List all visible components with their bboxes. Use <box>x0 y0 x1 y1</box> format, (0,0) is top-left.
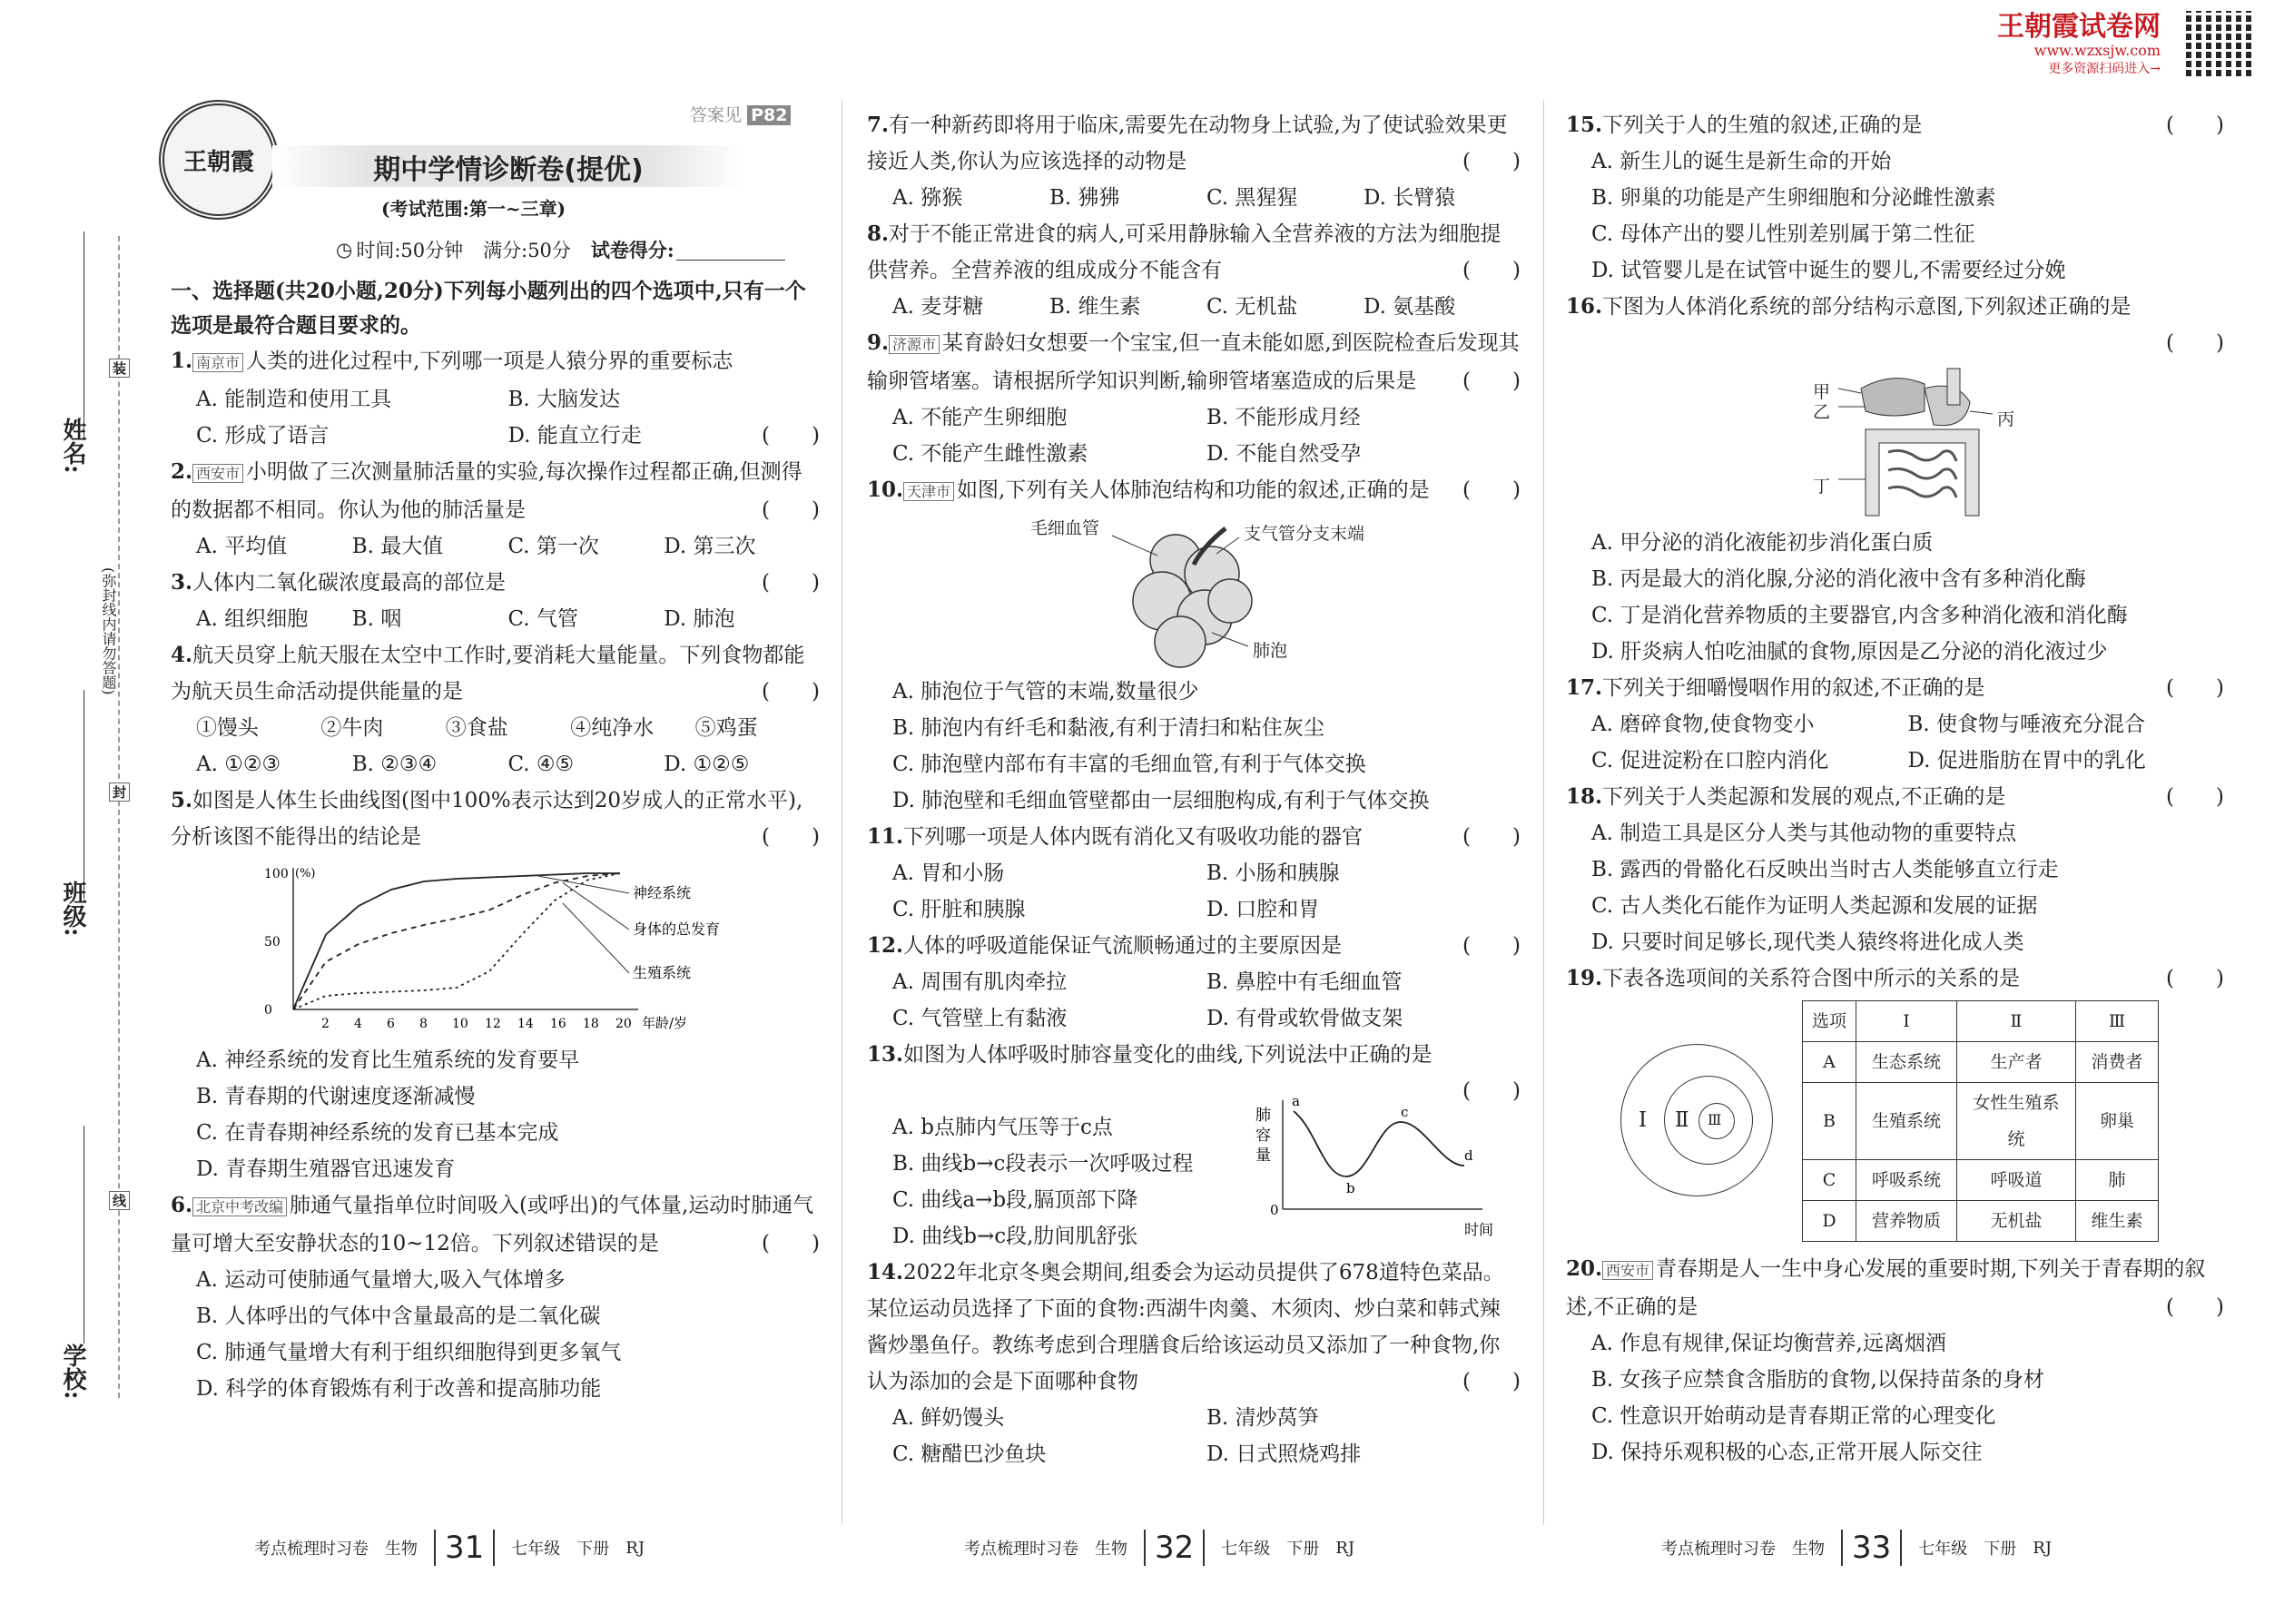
q18-option-d[interactable]: D. 只要时间足够长,现代类人猿终将进化成人类 <box>1591 930 2024 954</box>
q16-option-d[interactable]: D. 肝炎病人怕吃油腻的食物,原因是乙分泌的消化液过少 <box>1591 640 2108 664</box>
section-title: 一、选择题(共20小题,20分)下列每小题列出的四个选项中,只有一个选项是最符合题目要求的。 <box>171 279 806 338</box>
legend-label: 生殖系统 <box>633 964 692 981</box>
q4-item: ②牛肉 <box>320 716 384 740</box>
legend-label: 身体的总发育 <box>633 920 721 938</box>
table-row[interactable]: A 生态系统 生产者 消费者 <box>1803 1042 2159 1083</box>
q20-options <box>1566 1325 2224 1471</box>
q7-option-b[interactable]: B. 狒狒 <box>1049 186 1120 210</box>
leader-line <box>563 883 629 930</box>
question-18: 18.下列关于人类起源和发展的观点,不正确的是 ( ) A. 制造工具是区分人类与其他动物的重要特点 B. 露西的骨骼化石反映出当时古人类能够直立行走 C. 古人类化石能作为证明人类起源和发展的证据 D. 只要时间足够长,现代类人猿终将进化成人类 <box>1566 779 2224 960</box>
q9-option-c[interactable]: C. 不能产生雌性激素 <box>892 442 1088 466</box>
q13-option-b[interactable]: B. 曲线b→c段表示一次呼吸过程 <box>892 1152 1194 1176</box>
question-13: 13.如图为人体呼吸时肺容量变化的曲线,下列说法中正确的是 ( ) A. b点肺内气压等于c点 B. 曲线b→c段表示一次呼吸过程 C. 曲线a→b段,膈顶部下降 D. 曲线b→c段,肋间肌舒张 肺 容 量 0 时间 a b c d <box>867 1037 1521 1255</box>
q12-option-c[interactable]: C. 气管壁上有黏液 <box>892 1007 1068 1030</box>
q6-options <box>171 1262 820 1407</box>
q9-option-a[interactable]: A. 不能产生卵细胞 <box>892 406 1068 429</box>
page-number: 33 <box>1841 1530 1902 1566</box>
column-1 <box>171 274 820 1407</box>
q13-option-d[interactable]: D. 曲线b→c段,肋间肌舒张 <box>892 1225 1138 1248</box>
circle-label-2: Ⅱ <box>1675 1108 1689 1132</box>
q18-option-a[interactable]: A. 制造工具是区分人类与其他动物的重要特点 <box>1591 822 2017 845</box>
x-axis-label: 年龄/岁 <box>642 1015 688 1031</box>
q11-option-b[interactable]: B. 小肠和胰腺 <box>1206 861 1340 885</box>
q16-option-a[interactable]: A. 甲分泌的消化液能初步消化蛋白质 <box>1591 531 1934 555</box>
q1-option-c[interactable]: C. 形成了语言 <box>196 424 330 448</box>
series-line-2 <box>293 873 620 1009</box>
q3-option-c[interactable]: C. 气管 <box>507 607 578 631</box>
q20-option-b[interactable]: B. 女孩子应禁食含脂肪的食物,以保持苗条的身材 <box>1591 1368 2044 1392</box>
q8-option-b[interactable]: B. 维生素 <box>1049 295 1141 319</box>
footer-page-32: 考点梳理时习卷 生物 32 七年级 下册 RJ <box>964 1530 1355 1566</box>
question-15: 15.下列关于人的生殖的叙述,正确的是 ( ) A. 新生儿的诞生是新生命的开始 B. 卵巢的功能是产生卵细胞和分泌雌性激素 C. 母体产出的婴儿性别差别属于第二性征 D. 试管婴儿是在试管中诞生的婴儿,不需要经过分娩 <box>1566 107 2224 289</box>
q10-option-a[interactable]: A. 肺泡位于气管的末端,数量很少 <box>892 680 1199 704</box>
column-3 <box>1566 107 2224 1471</box>
class-label: 班级: <box>59 881 86 937</box>
q4-item: ③食盐 <box>445 716 508 740</box>
footer-page-33: 考点梳理时习卷 生物 33 七年级 下册 RJ <box>1661 1530 2053 1566</box>
q1-option-d[interactable]: D. 能直立行走 <box>507 424 642 448</box>
q4-item: ⑤鸡蛋 <box>694 716 758 740</box>
q17-option-d[interactable]: D. 促进脂肪在胃中的乳化 <box>1907 749 2146 773</box>
q11-option-a[interactable]: A. 胃和小肠 <box>892 861 1005 885</box>
school-label: 学校: <box>59 1343 86 1400</box>
q15-option-c[interactable]: C. 母体产出的婴儿性别差别属于第二性征 <box>1591 222 1975 246</box>
label-alveolus: 肺泡 <box>1253 641 1288 661</box>
q14-option-d[interactable]: D. 日式照烧鸡排 <box>1206 1442 1362 1466</box>
q14-option-b[interactable]: B. 清炒莴笋 <box>1206 1406 1319 1430</box>
q11-option-c[interactable]: C. 肝脏和胰腺 <box>892 898 1026 921</box>
q16-options <box>1566 525 2224 670</box>
circle-label-1: Ⅰ <box>1639 1108 1648 1132</box>
page-number: 31 <box>434 1530 495 1566</box>
x-axis-label: 时间 <box>1464 1221 1494 1238</box>
question-6: 6. 北京中考改编 肺通气量指单位时间吸入(或呼出)的气体量,运动时肺通气量可增大至安静状态的10~12倍。下列叙述错误的是 ( ) A. 运动可使肺通气量增大,吸入气体增多 B. 人体呼出的气体中含量最高的是二氧化碳 C. 肺通气量增大有利于组织细胞得到更多氧气 D. 科学的体育锻炼有利于改善和提高肺功能 <box>171 1187 820 1407</box>
y-axis-label-char: 容 <box>1255 1127 1271 1145</box>
label-capillary: 毛细血管 <box>1030 518 1100 538</box>
brand-block <box>1997 13 2161 77</box>
q4-option-b[interactable]: B. ②③④ <box>351 753 438 776</box>
answer-ref: 答案见 P82 <box>690 102 791 126</box>
q13-option-a[interactable]: A. b点肺内气压等于c点 <box>892 1116 1113 1139</box>
brand-name: 王朝霞试卷网 <box>1997 11 2161 43</box>
label-bing: 丙 <box>1997 409 2015 429</box>
y-axis-label-char: 量 <box>1255 1147 1271 1165</box>
exam-scope: (考试范围:第一~三章) <box>381 198 566 220</box>
q4-option-a[interactable]: A. ①②③ <box>196 753 281 776</box>
point-label-c: c <box>1401 1104 1409 1120</box>
q10-options <box>867 674 1521 819</box>
q5-options <box>171 1042 820 1187</box>
question-10: 10. 天津市 如图,下列有关人体肺泡结构和功能的叙述,正确的是 ( ) 毛细血管 支气管分支末端 肺泡 A. 肺泡位于气管的末端,数量很少 B. 肺泡内有纤毛和黏液,有利于清扫和粘住灰尘 C. 肺泡壁内部布有丰富的毛细血管,有利于气体交换 D. 肺泡壁和毛细血管壁都由一层细胞构成,有利于气体交换 <box>867 472 1521 819</box>
q5-option-d[interactable]: D. 青春期生殖器官迅速发育 <box>196 1157 456 1181</box>
origin-label: 0 <box>1270 1202 1279 1218</box>
question-17: 17.下列关于细嚼慢咽作用的叙述,不正确的是 ( ) A. 磨碎食物,使食物变小 B. 使食物与唾液充分混合 C. 促进淀粉在口腔内消化 D. 促进脂肪在胃中的乳化 <box>1566 670 2224 779</box>
x-tick-label: 20 <box>615 1017 632 1031</box>
lung-volume-chart <box>1237 1091 1510 1245</box>
answer-page: P82 <box>747 105 791 125</box>
alveolus-figure <box>867 510 1521 674</box>
q6-option-a[interactable]: A. 运动可使肺通气量增大,吸入气体增多 <box>196 1268 566 1292</box>
x-tick-label: 12 <box>485 1017 501 1031</box>
growth-chart <box>257 861 765 1042</box>
q12-option-a[interactable]: A. 周围有肌肉牵拉 <box>892 970 1068 994</box>
q13-option-c[interactable]: C. 曲线a→b段,膈顶部下降 <box>892 1188 1138 1212</box>
logo <box>159 100 279 220</box>
y-tick-label: 100 <box>264 867 289 881</box>
q17-option-a[interactable]: A. 磨碎食物,使食物变小 <box>1591 713 1815 736</box>
q10-option-b[interactable]: B. 肺泡内有纤毛和黏液,有利于清扫和粘住灰尘 <box>892 716 1324 740</box>
q20-option-c[interactable]: C. 性意识开始萌动是青春期正常的心理变化 <box>1591 1404 1996 1428</box>
q8-option-c[interactable]: C. 无机盐 <box>1206 295 1298 319</box>
x-tick-label: 6 <box>387 1017 395 1031</box>
question-4: 4.航天员穿上航天服在太空中工作时,要消耗大量能量。下列食物都能为航天员生命活动提供能量的是 ( ) ①馒头 ②牛肉 ③食盐 ④纯净水 ⑤鸡蛋 A. ①②③ B. ②③④ C. ④⑤ D. ①②⑤ <box>171 637 820 782</box>
column-2 <box>867 107 1521 1472</box>
q14-options <box>867 1400 1521 1472</box>
q7-options <box>867 180 1521 216</box>
full-score: 满分:50分 <box>483 240 571 261</box>
seal-warning: (弥封线内请勿答题) <box>100 567 117 695</box>
question-2: 2. 西安市 小明做了三次测量肺活量的实验,每次操作过程都正确,但测得的数据都不相同。你认为他的肺活量是 ( ) A. 平均值 B. 最大值 C. 第一次 D. 第三次 <box>171 454 820 565</box>
q12-option-b[interactable]: B. 鼻腔中有毛细血管 <box>1206 970 1403 994</box>
digestive-system-diagram <box>1566 361 2220 525</box>
question-1: 1. 南京市 人类的进化过程中,下列哪一项是人猿分界的重要标志 ( ) A. 能制造和使用工具 B. 大脑发达 C. 形成了语言 D. 能直立行走 <box>171 343 820 454</box>
label-bronchiole: 支气管分支末端 <box>1244 524 1365 544</box>
question-16: 16.下图为人体消化系统的部分结构示意图,下列叙述正确的是 ( ) 甲 乙 丙 丁 A. 甲分泌的消化液能初步消化蛋白质 B. 丙是最大的消化腺,分泌的消化液中含有多种消化酶 C. 丁是消化营养物质的主要器官,内含多种消化液和消化酶 D. 肝炎病人怕吃油腻的食物,原因是乙分泌的消化液过少 <box>1566 289 2224 670</box>
q15-option-d[interactable]: D. 试管婴儿是在试管中诞生的婴儿,不需要经过分娩 <box>1591 259 2066 282</box>
q14-option-c[interactable]: C. 糖醋巴沙鱼块 <box>892 1442 1047 1466</box>
q16-option-b[interactable]: B. 丙是最大的消化腺,分泌的消化液中含有多种消化酶 <box>1591 567 2086 591</box>
paper-score-label: 试卷得分: <box>590 239 674 261</box>
x-tick-label: 18 <box>583 1017 599 1031</box>
label-jia: 甲 <box>1813 382 1831 402</box>
series-line-1 <box>293 873 620 1009</box>
q4-option-c[interactable]: C. ④⑤ <box>507 753 575 776</box>
x-tick-label: 10 <box>452 1017 468 1031</box>
circle-label-3: Ⅲ <box>1708 1111 1722 1128</box>
table-header-row: 选项 Ⅰ Ⅱ Ⅲ <box>1803 1001 2159 1042</box>
q1-option-b[interactable]: B. 大脑发达 <box>507 388 621 411</box>
q14-option-a[interactable]: A. 鲜奶馒头 <box>892 1406 1005 1430</box>
q10-option-c[interactable]: C. 肺泡壁内部布有丰富的毛细血管,有利于气体交换 <box>892 753 1366 776</box>
seal-char-2: 封 <box>109 782 130 802</box>
series-line-3 <box>293 873 620 1009</box>
table-row[interactable]: D 营养物质 无机盐 维生素 <box>1803 1201 2159 1242</box>
q3-options <box>171 601 820 637</box>
q5-option-c[interactable]: C. 在青春期神经系统的发育已基本完成 <box>196 1121 559 1145</box>
x-tick-label: 14 <box>517 1017 534 1031</box>
point-label-b: b <box>1346 1180 1355 1196</box>
q5-option-b[interactable]: B. 青春期的代谢速度逐渐减慢 <box>196 1085 476 1108</box>
leader-line <box>563 903 629 973</box>
q9-options <box>867 399 1521 472</box>
q1-options <box>171 381 820 454</box>
y-axis-label-char: 肺 <box>1255 1107 1271 1125</box>
q6-option-c[interactable]: C. 肺通气量增大有利于组织细胞得到更多氧气 <box>196 1341 622 1364</box>
question-20: 20. 西安市 青春期是人一生中身心发展的重要时期,下列关于青春期的叙述,不正确的是 ( ) A. 作息有规律,保证均衡营养,远离烟酒 B. 女孩子应禁食含脂肪的食物,以保持苗条的身材 C. 性意识开始萌动是青春期正常的心理变化 D. 保持乐观积极的心态,正常开展人际交往 <box>1566 1251 2224 1471</box>
logo-text: 王朝霞 <box>182 148 254 176</box>
x-tick-label: 2 <box>321 1017 330 1031</box>
nested-circles <box>1620 1044 1775 1198</box>
point-label-a: a <box>1292 1093 1300 1109</box>
question-9: 9. 济源市 某育龄妇女想要一个宝宝,但一直未能如愿,到医院检查后发现其输卵管堵塞。请根据所学知识判断,输卵管堵塞造成的后果是 ( ) A. 不能产生卵细胞 B. 不能形成月经 C. 不能产生雌性激素 D. 不能自然受孕 <box>867 325 1521 472</box>
q15-option-a[interactable]: A. 新生儿的诞生是新生命的开始 <box>1591 150 1892 173</box>
q18-options <box>1566 815 2224 960</box>
page-number: 32 <box>1144 1530 1205 1566</box>
q20-option-d[interactable]: D. 保持乐观积极的心态,正常开展人际交往 <box>1591 1441 1983 1464</box>
q2-option-c[interactable]: C. 第一次 <box>507 535 599 558</box>
q10-option-d[interactable]: D. 肺泡壁和毛细血管壁都由一层细胞构成,有利于气体交换 <box>892 789 1430 812</box>
time-limit: 时间:50分钟 <box>356 240 464 261</box>
label-yi: 乙 <box>1813 402 1831 422</box>
q15-option-b[interactable]: B. 卵巢的功能是产生卵细胞和分泌雌性激素 <box>1591 186 1996 210</box>
question-11: 11.下列哪一项是人体内既有消化又有吸收功能的器官 ( ) A. 胃和小肠 B. 小肠和胰腺 C. 肝脏和胰腺 D. 口腔和胃 <box>867 819 1521 928</box>
question-7: 7.有一种新药即将用于临床,需要先在动物身上试验,为了使试验效果更接近人类,你认为应该选择的动物是 ( ) A. 猕猴 B. 狒狒 C. 黑猩猩 D. 长臂猿 <box>867 107 1521 216</box>
question-5: 5.如图是人体生长曲线图(图中100%表示达到20岁成人的正常水平),分析该图不能得出的结论是 ( ) (%) 年龄/岁 2 4 6 8 10 12 14 16 18 20 0 50 100 神经系统 身体的总发育 生殖系统 A. 神经系统的发育比生殖系统的发育要早 B. 青春期的代谢速度逐渐减慢 C. 在青春期神经系统的发育已基本完成 D. 青春期生殖器官迅速发育 <box>171 782 820 1187</box>
q18-option-b[interactable]: B. 露西的骨骼化石反映出当时古人类能够直立行走 <box>1591 858 2059 881</box>
qr-code-icon[interactable] <box>2186 11 2251 76</box>
seal-char-3: 线 <box>109 1191 130 1210</box>
exam-meta <box>336 236 785 263</box>
y-tick-label: 50 <box>264 935 281 950</box>
point-label-d: d <box>1464 1147 1473 1164</box>
y-axis-label: (%) <box>295 867 316 881</box>
q3-option-a[interactable]: A. 组织细胞 <box>196 607 309 631</box>
question-8: 8.对于不能正常进食的病人,可采用静脉输入全营养液的方法为细胞提供营养。全营养液的组成成分不能含有 ( ) A. 麦芽糖 B. 维生素 C. 无机盐 D. 氨基酸 <box>867 216 1521 325</box>
q7-option-d[interactable]: D. 长臂猿 <box>1364 186 1456 210</box>
q4-item: ①馒头 <box>196 716 259 740</box>
q19-table <box>1802 1000 2159 1242</box>
q12-option-d[interactable]: D. 有骨或软骨做支架 <box>1206 1007 1403 1030</box>
q3-option-b[interactable]: B. 咽 <box>351 607 402 631</box>
q2-options <box>171 528 820 565</box>
legend-label: 神经系统 <box>633 884 692 901</box>
q2-option-d[interactable]: D. 第三次 <box>664 535 756 558</box>
table-row[interactable]: C 呼吸系统 呼吸道 肺 <box>1803 1160 2159 1201</box>
lung-volume-curve <box>1294 1111 1464 1176</box>
q9-option-b[interactable]: B. 不能形成月经 <box>1206 406 1361 429</box>
q17-options <box>1566 706 2224 779</box>
q17-option-c[interactable]: C. 促进淀粉在口腔内消化 <box>1591 749 1829 773</box>
question-3: 3.人体内二氧化碳浓度最高的部位是 ( ) A. 组织细胞 B. 咽 C. 气管 D. 肺泡 <box>171 565 820 637</box>
q4-item: ④纯净水 <box>570 716 655 740</box>
q8-option-d[interactable]: D. 氨基酸 <box>1364 295 1456 319</box>
label-ding: 丁 <box>1813 477 1831 497</box>
q18-option-c[interactable]: C. 古人类化石能作为证明人类起源和发展的证据 <box>1591 894 2038 918</box>
q20-option-a[interactable]: A. 作息有规律,保证均衡营养,远离烟酒 <box>1591 1332 1946 1355</box>
q9-option-d[interactable]: D. 不能自然受孕 <box>1206 442 1362 466</box>
q4-options <box>171 746 820 782</box>
q2-option-b[interactable]: B. 最大值 <box>351 535 444 558</box>
paper-score-field[interactable] <box>676 240 785 261</box>
q3-option-d[interactable]: D. 肺泡 <box>664 607 735 631</box>
leader-line <box>538 876 629 893</box>
q8-option-a[interactable]: A. 麦芽糖 <box>892 295 984 319</box>
alveolus-diagram <box>867 510 1521 674</box>
q5-option-a[interactable]: A. 神经系统的发育比生殖系统的发育要早 <box>196 1048 580 1072</box>
column-divider-2 <box>1543 100 1544 1525</box>
x-tick-label: 16 <box>550 1017 566 1031</box>
q6-option-b[interactable]: B. 人体呼出的气体中含量最高的是二氧化碳 <box>196 1304 601 1328</box>
brand-scan: 更多资源扫码进入→ <box>2048 62 2161 76</box>
seal-line <box>118 236 120 1398</box>
question-12: 12.人体的呼吸道能保证气流顺畅通过的主要原因是 ( ) A. 周围有肌肉牵拉 B. 鼻腔中有毛细血管 C. 气管壁上有黏液 D. 有骨或软骨做支架 <box>867 928 1521 1037</box>
q1-option-a[interactable]: A. 能制造和使用工具 <box>196 388 392 411</box>
name-label: 姓名: <box>59 418 86 474</box>
q11-options <box>867 855 1521 928</box>
q2-option-a[interactable]: A. 平均值 <box>196 535 288 558</box>
y-tick-label: 0 <box>264 1003 272 1018</box>
table-row[interactable]: B 生殖系统 女性生殖系统 卵巢 <box>1803 1083 2159 1160</box>
question-19: 19.下表各选项间的关系符合图中所示的关系的是 ( ) Ⅰ Ⅱ Ⅲ 选项 Ⅰ Ⅱ Ⅲ A 生态系统 生产者 消费者 B 生殖系统 女性生殖系统 卵巢 C 呼吸系统 呼吸道 肺 D 营养物质 无机盐 维生素 <box>1566 960 2224 1242</box>
x-tick-label: 4 <box>354 1017 362 1031</box>
question-14: 14.2022年北京冬奥会期间,组委会为运动员提供了678道特色菜品。某位运动员选择了下面的食物:西湖牛肉羹、木须肉、炒白菜和韩式辣酱炒墨鱼仔。教练考虑到合理膳食后给该运动员又添加了一种食物,你认为添加的会是下面哪种食物 ( ) A. 鲜奶馒头 B. 清炒莴笋 C. 糖醋巴沙鱼块 D. 日式照烧鸡排 <box>867 1255 1521 1472</box>
q7-option-a[interactable]: A. 猕猴 <box>892 186 963 210</box>
clock-icon: ◷ <box>336 239 353 261</box>
page-title: 期中学情诊断卷(提优) <box>373 154 644 186</box>
seal-char-1: 装 <box>109 359 130 378</box>
q11-option-d[interactable]: D. 口腔和胃 <box>1206 898 1320 921</box>
brand-url[interactable]: www.wzxsjw.com <box>2033 42 2161 59</box>
q12-options <box>867 964 1521 1037</box>
q8-options <box>867 289 1521 325</box>
q4-items <box>171 710 820 746</box>
q15-options <box>1566 143 2224 289</box>
footer-page-31: 考点梳理时习卷 生物 31 七年级 下册 RJ <box>254 1530 645 1566</box>
q16-option-c[interactable]: C. 丁是消化营养物质的主要器官,内含多种消化液和消化酶 <box>1591 604 2128 627</box>
digestive-figure <box>1566 361 2224 525</box>
q13-options <box>867 1109 1237 1255</box>
q7-option-c[interactable]: C. 黑猩猩 <box>1206 186 1298 210</box>
q6-option-d[interactable]: D. 科学的体育锻炼有利于改善和提高肺功能 <box>196 1377 602 1401</box>
q4-option-d[interactable]: D. ①②⑤ <box>664 753 750 776</box>
x-tick-label: 8 <box>419 1017 428 1031</box>
q17-option-b[interactable]: B. 使食物与唾液充分混合 <box>1907 713 2146 736</box>
